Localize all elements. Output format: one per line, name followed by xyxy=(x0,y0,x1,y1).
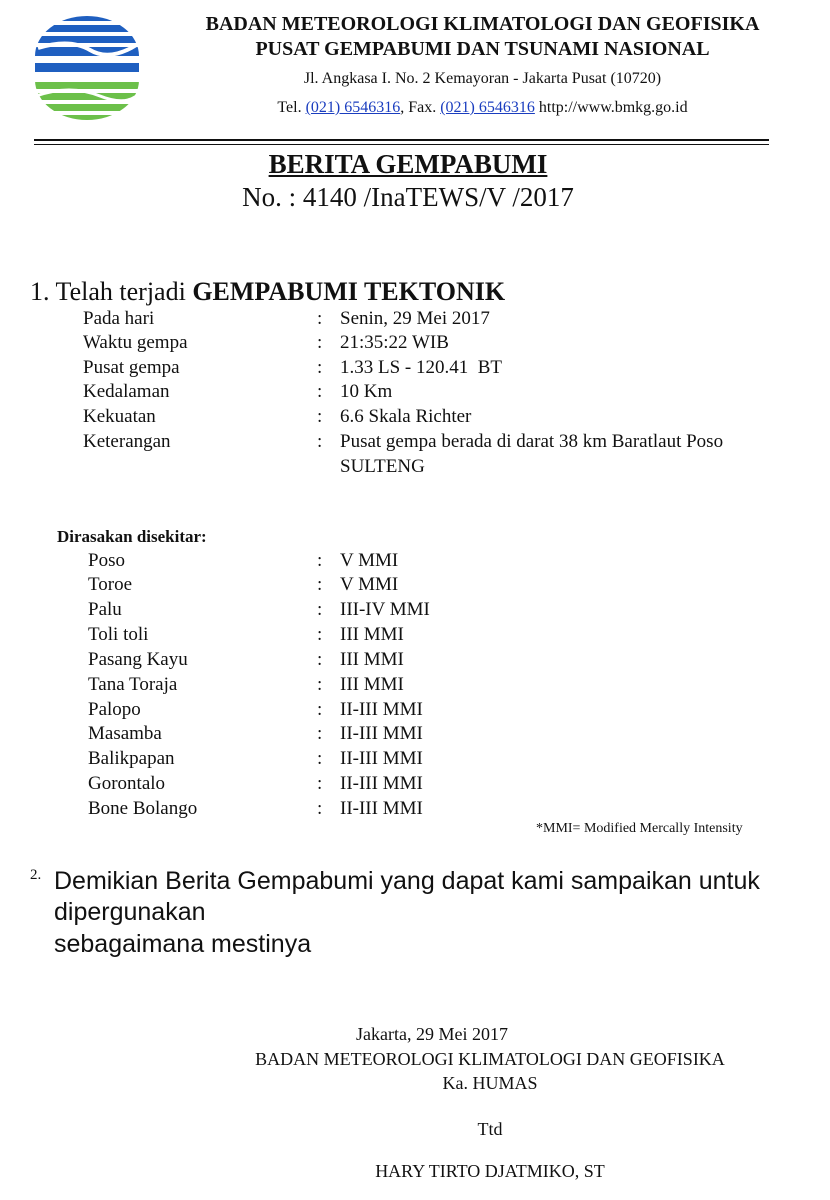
detail-colon: : xyxy=(317,381,323,402)
contact-line xyxy=(150,98,815,118)
detail-value-remarks: Pusat gempa berada di darat 38 km Baratlaut Poso xyxy=(340,431,724,452)
signature-org: BADAN METEOROLOGI KLIMATOLOGI DAN GEOFISIKA xyxy=(255,1049,725,1069)
detail-value-day: Senin, 29 Mei 2017 xyxy=(340,308,490,329)
detail-colon: : xyxy=(317,406,323,427)
website: http://www.bmkg.go.id xyxy=(538,99,688,116)
fax-label: , Fax. xyxy=(400,99,437,116)
felt-colon: : xyxy=(317,624,323,645)
felt-intensity: III MMI xyxy=(340,674,404,695)
signature-name: HARY TIRTO DJATMIKO, ST xyxy=(375,1161,605,1181)
detail-label-magnitude: Kekuatan xyxy=(83,406,156,427)
detail-colon: : xyxy=(317,431,323,452)
detail-value-remarks-line2: SULTENG xyxy=(340,456,425,477)
felt-intensity: II-III MMI xyxy=(340,748,423,769)
header-rule-thick xyxy=(34,139,769,141)
felt-location: Poso xyxy=(88,550,125,571)
section2-line1: Demikian Berita Gempabumi yang dapat kami sampaikan untuk xyxy=(54,867,760,895)
felt-colon: : xyxy=(317,550,323,571)
signature-place-date xyxy=(200,1023,780,1045)
document-number: No. : 4140 /InaTEWS/V /2017 xyxy=(242,182,574,212)
felt-colon: : xyxy=(317,748,323,769)
bmkg-logo-icon xyxy=(30,8,145,126)
felt-colon: : xyxy=(317,674,323,695)
felt-colon: : xyxy=(317,599,323,620)
detail-value-epicenter: 1.33 LS - 120.41 BT xyxy=(340,357,503,378)
felt-colon: : xyxy=(317,798,323,819)
felt-intensity: II-III MMI xyxy=(340,773,423,794)
felt-intensity: II-III MMI xyxy=(340,798,423,819)
felt-colon: : xyxy=(317,723,323,744)
tel-link[interactable]: (021) 6546316 xyxy=(305,99,401,116)
signature-position: Ka. HUMAS xyxy=(442,1073,538,1093)
tel-label: Tel. xyxy=(277,99,302,116)
felt-location: Bone Bolango xyxy=(88,798,198,819)
felt-location: Tana Toraja xyxy=(88,674,178,695)
detail-colon: : xyxy=(317,357,323,378)
center-name: PUSAT GEMPABUMI DAN TSUNAMI NASIONAL xyxy=(255,38,710,60)
detail-label-depth: Kedalaman xyxy=(83,381,170,402)
detail-label-time: Waktu gempa xyxy=(83,332,188,353)
felt-colon: : xyxy=(317,699,323,720)
detail-label-remarks: Keterangan xyxy=(83,431,171,452)
section1-heading xyxy=(30,276,505,308)
detail-value-magnitude: 6.6 Skala Richter xyxy=(340,406,472,427)
felt-location: Masamba xyxy=(88,723,162,744)
felt-colon: : xyxy=(317,649,323,670)
felt-colon: : xyxy=(317,773,323,794)
felt-intensity: V MMI xyxy=(340,550,399,571)
mmi-note: *MMI= Modified Mercally Intensity xyxy=(536,821,743,836)
felt-intensity: II-III MMI xyxy=(340,723,423,744)
section1-prefix: 1. Telah terjadi xyxy=(30,277,193,306)
felt-intensity: III MMI xyxy=(340,649,404,670)
document-title: BERITA GEMPABUMI xyxy=(268,149,548,179)
detail-value-time: 21:35:22 WIB xyxy=(340,332,449,353)
header-rule-thin xyxy=(34,144,769,145)
address: Jl. Angkasa I. No. 2 Kemayoran - Jakarta Pusat (10720) xyxy=(303,70,662,87)
felt-intensity: III-IV MMI xyxy=(340,599,430,620)
detail-colon: : xyxy=(317,308,323,329)
felt-location: Palopo xyxy=(88,699,141,720)
section2-line3: sebagaimana mestinya xyxy=(54,930,312,958)
org-name: BADAN METEOROLOGI KLIMATOLOGI DAN GEOFISIKA xyxy=(205,13,760,35)
signature-signed: Ttd xyxy=(477,1119,503,1139)
felt-location: Toli toli xyxy=(88,624,149,645)
felt-location: Gorontalo xyxy=(88,773,166,794)
felt-heading: Dirasakan disekitar: xyxy=(57,527,207,546)
section1-bold: GEMPABUMI TEKTONIK xyxy=(192,277,506,306)
section2-line2: dipergunakan xyxy=(54,898,206,926)
felt-intensity: V MMI xyxy=(340,574,399,595)
felt-location: Toroe xyxy=(88,574,133,595)
felt-location: Pasang Kayu xyxy=(88,649,188,670)
detail-colon: : xyxy=(317,332,323,353)
felt-colon: : xyxy=(317,574,323,595)
fax-link[interactable]: (021) 6546316 xyxy=(440,99,535,116)
place-date-text: Jakarta, 29 Mei 2017 xyxy=(356,1024,508,1044)
section2-number: 2. xyxy=(30,867,42,883)
detail-label-day: Pada hari xyxy=(83,308,155,329)
detail-value-depth: 10 Km xyxy=(340,381,393,402)
felt-intensity: III MMI xyxy=(340,624,404,645)
felt-location: Palu xyxy=(88,599,122,620)
detail-label-epicenter: Pusat gempa xyxy=(83,357,180,378)
felt-intensity: II-III MMI xyxy=(340,699,423,720)
felt-location: Balikpapan xyxy=(88,748,175,769)
